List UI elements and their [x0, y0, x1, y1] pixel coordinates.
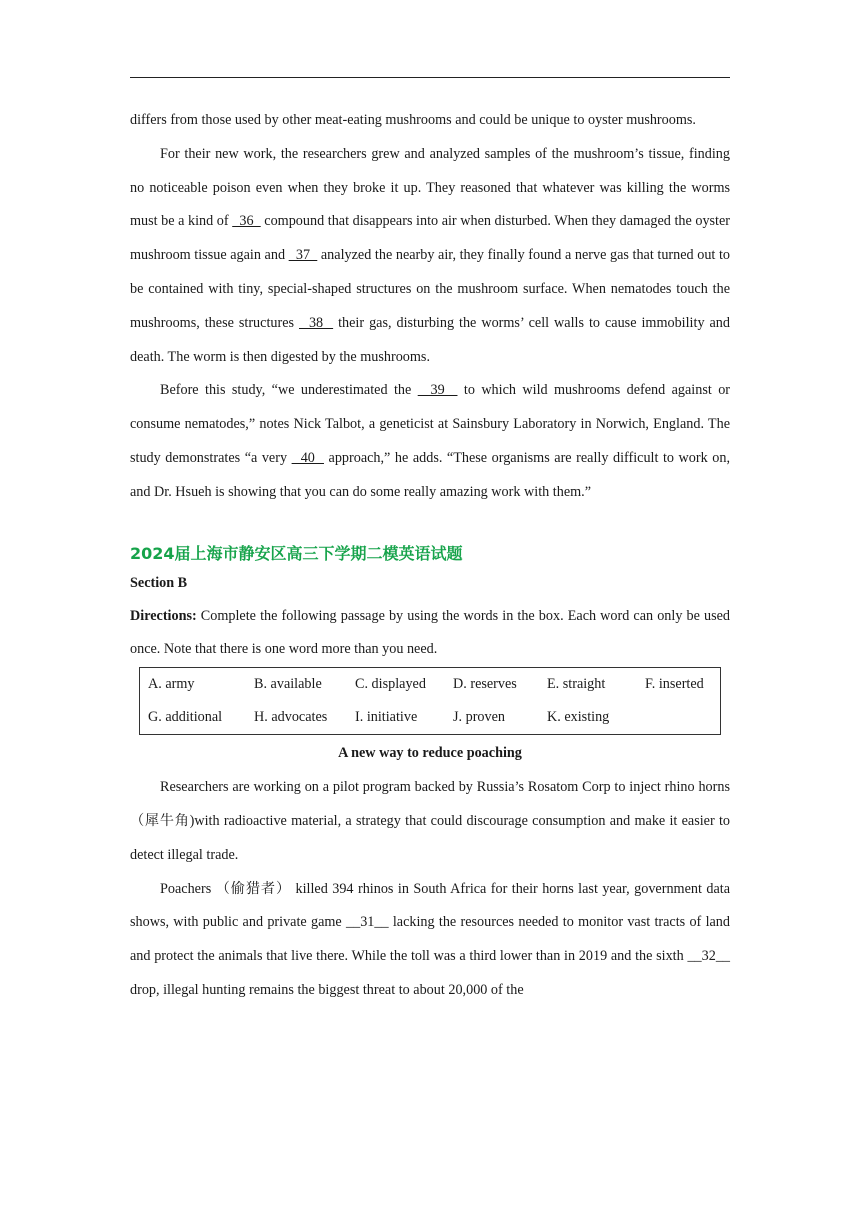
word-box [139, 667, 721, 735]
paragraph-text: lacking the resources needed to monitor vast tracts of land and protect the animals that live there. While the toll was a third lower than in 2019 and the sixth [130, 914, 730, 965]
word-box-row [140, 701, 721, 735]
word-option: I. initiative [355, 709, 418, 726]
paragraph-text: Poachers （偷猎者） killed 394 rhinos in South Africa for their horns last year, government data shows, with public and private game [130, 880, 730, 931]
word-option [637, 701, 721, 735]
directions-text: Complete the following passage by using the words in the box. Each word can only be used once. Note that there is one word more than you need. [130, 607, 730, 658]
page-content [130, 104, 730, 1008]
word-option: H. advocates [254, 709, 328, 726]
word-option: J. proven [453, 709, 506, 726]
paragraph-text: their gas, disturbing the worms’ cell walls to cause immobility and death. The worm is then digested by the mushrooms. [130, 314, 730, 365]
paragraph-research [130, 138, 730, 375]
word-option: C. displayed [355, 676, 426, 693]
blank-37: 37 [288, 247, 318, 264]
paragraph-intro [130, 771, 730, 872]
paragraph-text: Before this study, “we underestimated the [160, 382, 418, 399]
word-option: B. available [254, 676, 322, 693]
word-option: A. army [148, 676, 195, 693]
passage-title: A new way to reduce poaching [338, 745, 522, 762]
paragraph-poachers [130, 873, 730, 1008]
paragraph-text: For their new work, the researchers grew and analyzed samples of the mushroom’s tissue, finding no noticeable poison even when they broke it up. They reasoned that whatever was killing the worms must be a kind of [130, 145, 730, 230]
blank-36: 36 [232, 213, 261, 230]
blank-40: 40 [291, 449, 324, 466]
paragraph-text: differs from those used by other meat-eating mushrooms and could be unique to oyster mushrooms. [130, 112, 696, 128]
word-option: G. additional [148, 709, 223, 726]
paragraph-text: to which wild mushrooms defend against or consume nematodes,” notes Nick Talbot, a geneticist at Sainsbury Laboratory in Norwich, England. The study demonstrates “a very [130, 382, 731, 466]
paragraph-quote [130, 374, 730, 509]
paragraph-text: approach,” he adds. “These organisms are really difficult to work on, and Dr. Hsueh is showing that you can do some really amazing work with them.” [130, 449, 730, 500]
word-option: D. reserves [453, 676, 517, 693]
directions-label: Directions: [130, 607, 197, 624]
paragraph-text: compound that disappears into air when disturbed. When they damaged the oyster mushroom tissue again and [130, 213, 731, 264]
paragraph-continuation [130, 104, 730, 138]
spacer [130, 510, 730, 542]
paragraph-text: analyzed the nearby air, they finally found a nerve gas that turned out to be contained with tiny, special-shaped structures on the mushroom surface. When nematodes touch the mushrooms, these structures [130, 247, 731, 331]
blank-31: __31__ [346, 914, 389, 931]
word-option: E. straight [547, 676, 606, 693]
word-option: K. existing [547, 709, 610, 726]
word-option: F. inserted [645, 676, 704, 693]
word-box-row [140, 668, 721, 702]
blank-32: __32__ [687, 948, 730, 965]
paragraph-text: Researchers are working on a pilot program backed by Russia’s Rosatom Corp to inject rhino horns（犀牛角)with radioactive material, a strategy that could discourage consumption and make it easier to detect illegal trade. [130, 779, 730, 863]
blank-38: 38 [299, 314, 334, 331]
header-rule [130, 77, 730, 78]
section-label: Section B [130, 574, 188, 591]
exam-heading: 2024届上海市静安区高三下学期二模英语试题 [130, 543, 463, 563]
blank-39: 39 [417, 382, 458, 399]
paragraph-text: drop, illegal hunting remains the biggest threat to about 20,000 of the [130, 981, 524, 998]
directions [130, 600, 730, 668]
